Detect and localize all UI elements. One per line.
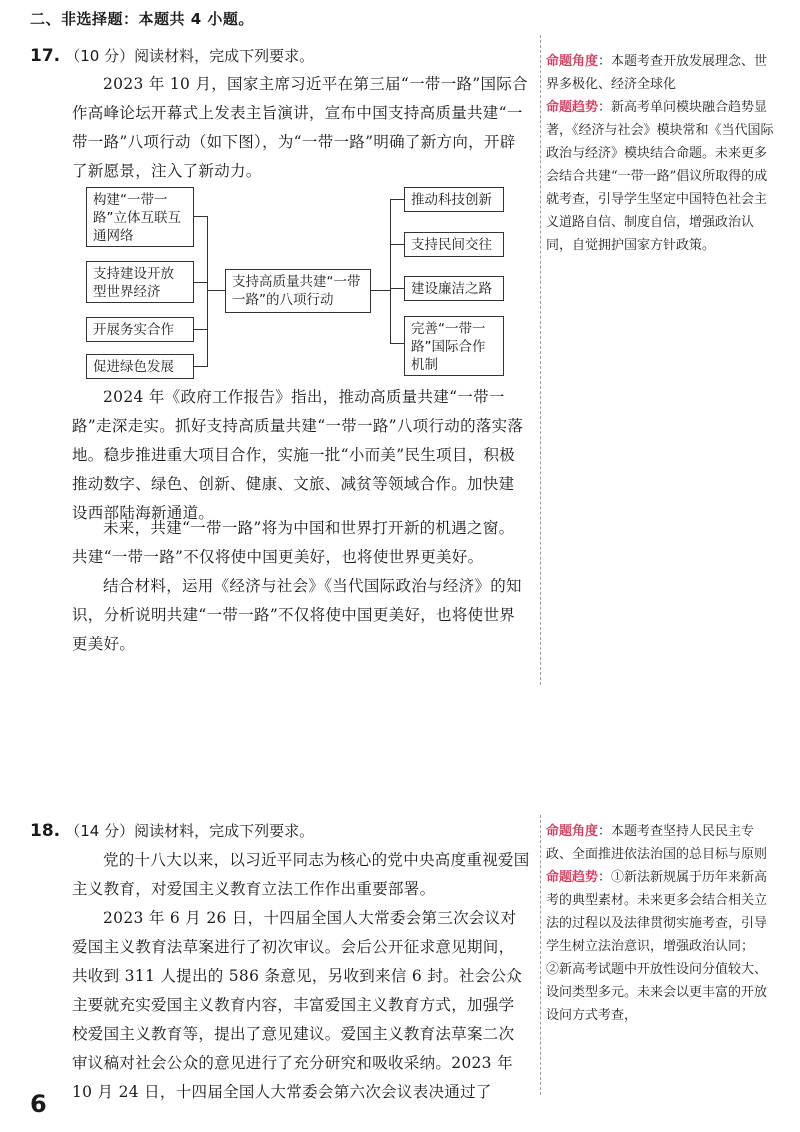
diagram-center-box: 支持高质量共建“一带一路”的八项行动	[225, 269, 371, 313]
q18-trend-text-1: ：①新法新规属于历年来新高考的典型素材。未来更多会结合相关立法的过程以及法律贯彻实施考查，引导学生树立法治意识，增强政治认同；	[546, 870, 768, 954]
section-heading: 二、非选择题：本题共 4 小题。	[30, 10, 254, 28]
q18-side-note	[546, 820, 776, 1027]
diagram-right-box-2: 支持民间交往	[404, 232, 504, 257]
q17-material-paragraph-3: 未来，共建“一带一路”将为中国和世界打开新的机遇之窗。共建“一带一路”不仅将使中国更美好，也将使世界更美好。	[72, 519, 515, 566]
q17-divider	[540, 35, 541, 685]
q18-material-paragraph-1: 党的十八大以来，以习近平同志为核心的党中央高度重视爱国主义教育，对爱国主义教育立法工作作出重要部署。	[72, 851, 530, 898]
diagram-right-box-3: 建设廉洁之路	[404, 276, 504, 301]
q17-angle-text: ：本题考查开放发展理念、世界多极化、经济全球化	[546, 54, 768, 92]
diagram-left-box-1: 构建“一带一路”立体互联互通网络	[86, 187, 194, 247]
q17-question-paragraph: 结合材料，运用《经济与社会》《当代国际政治与经济》的知识，分析说明共建“一带一路”不仅将使中国更美好，也将使世界更美好。	[72, 577, 522, 653]
q18-angle-text: ：本题考查坚持人民民主专政、全面推进依法治国的总目标与原则	[546, 824, 768, 862]
q17-angle-label: 命题角度	[546, 54, 599, 69]
q18-header	[30, 820, 314, 841]
q17-prompt: （10 分）阅读材料，完成下列要求。	[65, 47, 315, 65]
q18-divider	[540, 815, 541, 1095]
q18-trend-label: 命题趋势	[546, 870, 599, 885]
diagram-left-box-3: 开展务实合作	[86, 317, 194, 342]
q17-number: 17.	[30, 46, 61, 66]
q17-trend-label: 命题趋势	[546, 100, 599, 115]
q17-header	[30, 45, 314, 66]
q17-material-paragraph-1: 2023 年 10 月，国家主席习近平在第三届“一带一路”国际合作高峰论坛开幕式上发表主旨演讲，宣布中国支持高质量共建“一带一路”八项行动（如下图），为“一带一路”明确了新方向，开辟了新愿景，注入了新动力。	[72, 75, 528, 180]
q17-trend-text: ：新高考单问模块融合趋势显著，《经济与社会》模块常和《当代国际政治与经济》模块结合命题。未来更多会结合共建“一带一路”倡议所取得的成就考查，引导学生坚定中国特色社会主义道路自信、制度自信，增强政治认同，自觉拥护国家方针政策。	[546, 100, 774, 253]
q18-material-paragraph-2: 2023 年 6 月 26 日，十四届全国人大常委会第三次会议对爱国主义教育法草案进行了初次审议。会后公开征求意见期间，共收到 311 人提出的 586 条意见，另收到来信 6 封。社会公众主要就充实爱国主义教育内容，丰富爱国主义教育方式，加强学校爱国主义教育等，提出了意见建议。爱国主义教育法草案二次审议稿对社会公众的意见进行了充分研究和吸收采纳。2023 年 10 月 24 日，十四届全国人大常委会第六次会议表决通过了	[72, 909, 523, 1101]
diagram-left-box-4: 促进绿色发展	[86, 354, 194, 379]
q18-angle-label: 命题角度	[546, 824, 599, 839]
diagram-left-box-2: 支持建设开放型世界经济	[86, 261, 194, 303]
q17-side-note	[546, 50, 776, 257]
q18-number: 18.	[30, 821, 61, 841]
diagram-right-box-1: 推动科技创新	[404, 187, 504, 212]
page-number: 6	[30, 1090, 47, 1118]
diagram-right-box-4: 完善“一带一路”国际合作机制	[404, 316, 504, 376]
q18-trend-text-2: ②新高考试题中开放性设问分值较大、设问类型多元。未来会以更丰富的开放设问方式考查，	[546, 962, 768, 1023]
q18-prompt: （14 分）阅读材料，完成下列要求。	[65, 822, 315, 840]
q17-material-paragraph-2: 2024 年《政府工作报告》指出，推动高质量共建“一带一路”走深走实。抓好支持高质量共建“一带一路”八项行动的落实落地。稳步推进重大项目合作，实施一批“小而美”民生项目，积极推动数字、绿色、创新、健康、文旅、减贫等领域合作。加快建设西部陆海新通道。	[72, 388, 524, 522]
